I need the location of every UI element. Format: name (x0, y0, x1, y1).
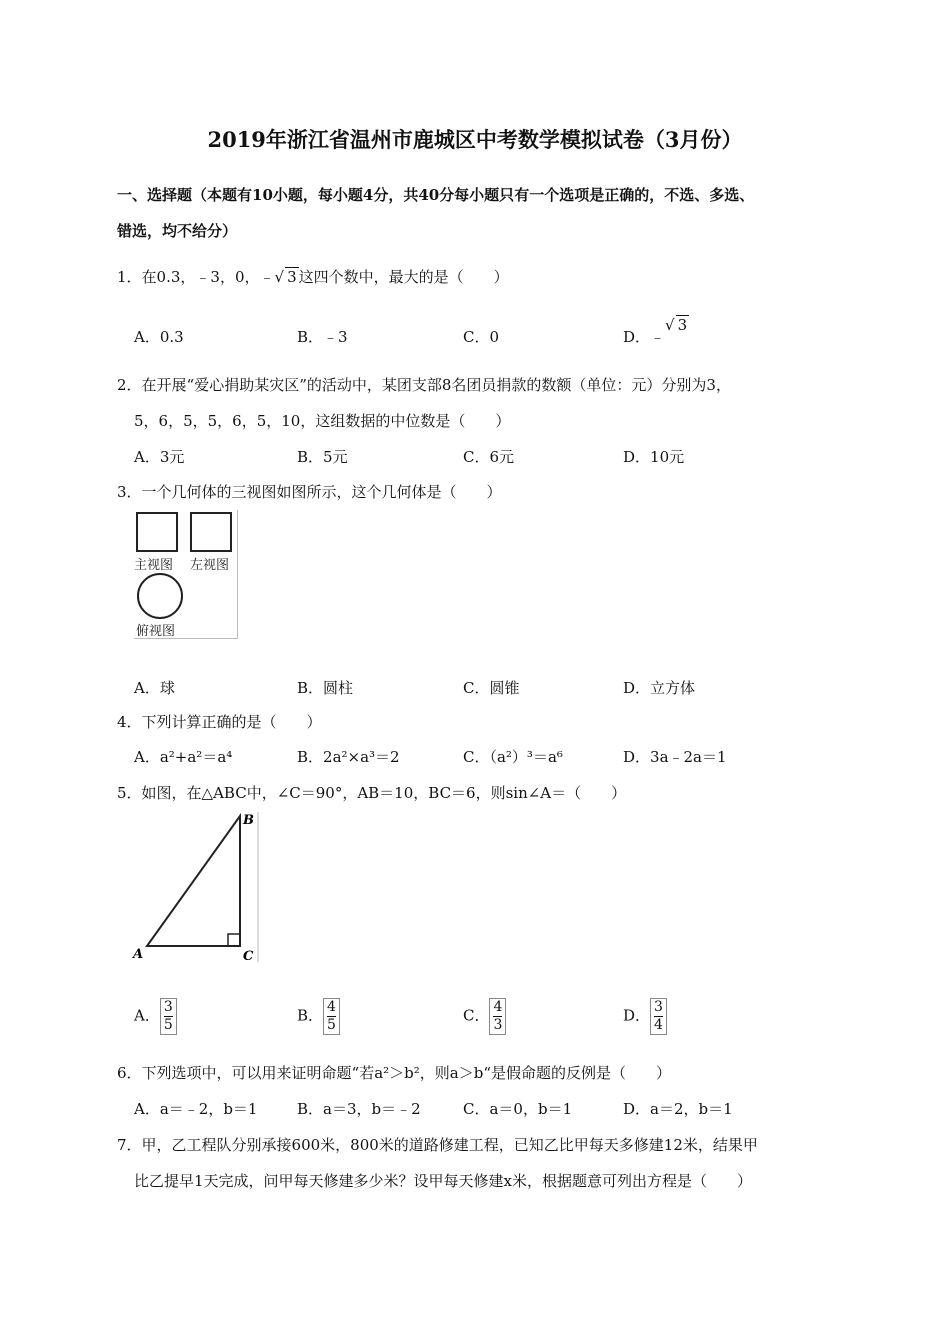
fraction (323, 998, 340, 1035)
q4-option-a[interactable]: A．a²+a²＝a⁴ (134, 748, 233, 766)
q6-option-a[interactable]: A．a＝﹣2，b＝1 (134, 1100, 258, 1118)
fraction (650, 998, 667, 1035)
q5-option-b[interactable] (297, 998, 340, 1035)
q4-option-c[interactable]: C．（a²）³＝a⁶ (463, 748, 563, 766)
question-4-stem: 4．下列计算正确的是（ ） (117, 713, 322, 731)
q3-option-c[interactable]: C．圆锥 (463, 679, 520, 697)
vertex-label-b: B (243, 813, 254, 828)
q2-option-c[interactable]: C．6元 (463, 448, 515, 466)
q5-b-label: B． (297, 1006, 324, 1025)
top-view-label: 俯视图 (136, 624, 176, 639)
q3-option-d[interactable]: D．立方体 (623, 679, 696, 697)
question-2-line2: 5，6，5，5，6，5，10，这组数据的中位数是（ ） (134, 412, 511, 430)
sqrt-icon: √ (665, 316, 675, 334)
q1-radicand: 3 (287, 268, 297, 286)
q4-option-d[interactable]: D．3a﹣2a＝1 (623, 748, 727, 766)
left-view-label: 左视图 (190, 558, 230, 573)
q1-suffix: 这四个数中，最大的是（ ） (298, 268, 509, 286)
q6-option-d[interactable]: D．a＝2，b＝1 (623, 1100, 733, 1118)
q5-d-label: D． (623, 1006, 651, 1025)
question-3-stem: 3．一个几何体的三视图如图所示，这个几何体是（ ） (117, 483, 502, 501)
fraction-denominator: 5 (327, 1017, 336, 1033)
q2-option-d[interactable]: D．10元 (623, 448, 685, 466)
question-2-line1: 2．在开展“爱心捐助某灾区”的活动中，某团支部8名团员捐款的数额（单位：元）分别为3， (117, 376, 731, 394)
question-7-line1: 7．甲，乙工程队分别承接600米，800米的道路修建工程，已知乙比甲每天多修建12米，结果甲 (117, 1136, 758, 1154)
q2-option-a[interactable]: A．3元 (134, 448, 185, 466)
q1-option-c[interactable]: C．0 (463, 328, 500, 346)
sqrt-icon: √ (274, 268, 285, 286)
question-7-line2: 比乙提早1天完成，问甲每天修建多少米？设甲每天修建x米，根据题意可列出方程是（ ） (134, 1172, 753, 1190)
right-angle-mark (228, 934, 240, 946)
fraction (489, 998, 506, 1035)
front-view-square (136, 512, 178, 552)
front-view-label: 主视图 (134, 558, 174, 573)
vertex-label-a: A (133, 947, 144, 962)
q4-option-b[interactable]: B．2a²×a³＝2 (297, 748, 400, 766)
q5-c-label: C． (463, 1006, 490, 1025)
fraction-denominator: 4 (654, 1017, 663, 1033)
fraction-numerator: 3 (163, 999, 173, 1015)
q1-d-radicand: 3 (677, 316, 688, 334)
triangle-figure (130, 810, 262, 966)
q1-option-a[interactable]: A．0.3 (134, 328, 184, 346)
fraction-denominator: 3 (493, 1017, 503, 1033)
q1-prefix: 1．在0.3，﹣3，0，﹣ (117, 268, 275, 286)
q6-option-c[interactable]: C．a＝0，b＝1 (463, 1100, 573, 1118)
fraction-numerator: 4 (327, 999, 336, 1015)
q1-option-d[interactable] (623, 316, 689, 347)
left-view-square (190, 512, 232, 552)
question-5-stem: 5．如图，在△ABC中，∠C＝90°，AB＝10，BC＝6，则sin∠A＝（ ） (117, 784, 627, 802)
q5-option-a[interactable] (134, 998, 177, 1035)
section-heading-line1: 一、选择题（本题有10小题，每小题4分，共40分每小题只有一个选项是正确的，不选、多选、 (117, 186, 755, 204)
q2-option-b[interactable]: B．5元 (297, 448, 348, 466)
fraction (160, 998, 177, 1035)
q3-option-a[interactable]: A．球 (134, 679, 175, 697)
q5-option-c[interactable] (463, 998, 506, 1035)
page-title: 2019年浙江省温州市鹿城区中考数学模拟试卷（3月份） (207, 127, 743, 152)
triangle-abc (147, 816, 240, 946)
fraction-denominator: 5 (163, 1017, 173, 1033)
q6-option-b[interactable]: B．a＝3，b＝﹣2 (297, 1100, 421, 1118)
q1-d-prefix: D．﹣ (623, 328, 666, 346)
question-6-stem: 6．下列选项中，可以用来证明命题“若a²＞b²，则a＞b“是假命题的反例是（ ） (117, 1064, 672, 1082)
three-views-figure (134, 510, 238, 639)
question-1-stem (117, 266, 509, 287)
section-heading-line2: 错选，均不给分） (117, 222, 238, 240)
top-view-circle (137, 573, 183, 619)
q3-option-b[interactable]: B．圆柱 (297, 679, 354, 697)
fraction-numerator: 3 (654, 999, 663, 1015)
q1-option-b[interactable]: B．﹣3 (297, 328, 348, 346)
fraction-numerator: 4 (493, 999, 503, 1015)
vertex-label-c: C (243, 949, 254, 964)
q5-a-label: A． (134, 1006, 160, 1025)
q5-option-d[interactable] (623, 998, 667, 1035)
